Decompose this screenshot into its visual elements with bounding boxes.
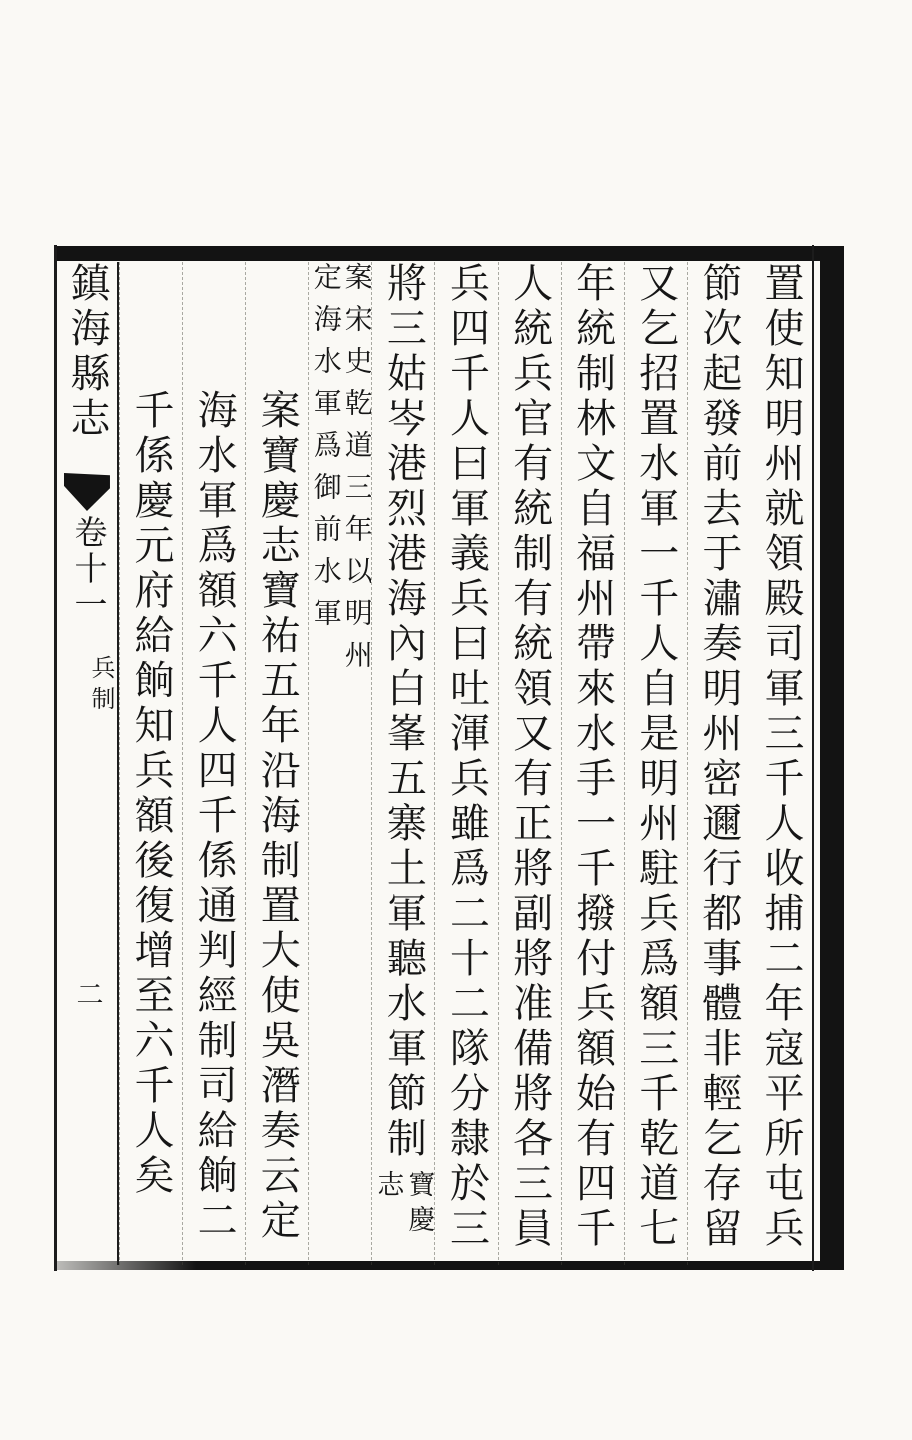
text-columns <box>57 262 812 1265</box>
text-column-10 <box>182 262 245 1265</box>
text-column-8-note <box>308 262 371 1265</box>
note-left-subcolumn: 定海水軍爲御前水軍 <box>309 262 341 640</box>
column-text: 兵四千人曰軍義兵曰吐渾兵雖爲二十二隊分隸於三 <box>444 262 490 1252</box>
inline-source-note <box>373 1170 435 1240</box>
note-left-subcolumn: 志 <box>373 1170 404 1205</box>
text-column-5 <box>498 262 561 1265</box>
text-column-7 <box>371 262 434 1265</box>
text-column-2 <box>687 262 750 1265</box>
text-column-1 <box>750 262 812 1265</box>
text-column-3 <box>624 262 687 1265</box>
margin-title-column <box>57 262 119 1265</box>
book-title: 鎮海縣志 <box>64 262 110 442</box>
column-text: 海水軍爲額六千人四千係通判經制司給餉二 <box>192 389 238 1244</box>
folio-page-number: 二 <box>72 980 103 1011</box>
text-column-9 <box>245 262 308 1265</box>
double-column-note <box>311 262 370 682</box>
column-text: 置使知明州就領殿司軍三千人收捕二年寇平所屯兵 <box>758 262 804 1252</box>
text-column-4 <box>561 262 624 1265</box>
volume-label: 卷十一 <box>69 515 106 623</box>
note-right-subcolumn: 案宋史乾道三年以明州 <box>340 262 372 682</box>
column-text: 案寶慶志寶祐五年沿海制置大使吳潛奏云定 <box>255 389 301 1244</box>
note-right-subcolumn: 寶慶 <box>404 1170 435 1240</box>
column-text: 將三姑岑港烈港海內白峯五寨土軍聽水軍節制 <box>381 262 427 1162</box>
column-text: 又乞招置水軍一千人自是明州駐兵爲額三千乾道七 <box>633 262 679 1252</box>
text-frame <box>54 245 814 1271</box>
fishtail-ornament-icon <box>64 473 110 511</box>
column-text: 千係慶元府給餉知兵額後復增至六千人矣 <box>129 389 175 1199</box>
frame-right-border <box>820 252 844 1266</box>
column-text: 節次起發前去于潚奏明州密邇行都事體非輕乞存留 <box>696 262 742 1252</box>
text-column-11 <box>119 262 182 1265</box>
column-text: 人統兵官有統制有統領又有正將副將准備將各三員 <box>507 262 553 1252</box>
section-label: 兵制 <box>86 655 113 717</box>
column-text: 年統制林文自福州帶來水手一千撥付兵額始有四千 <box>570 262 616 1252</box>
text-column-6 <box>434 262 497 1265</box>
